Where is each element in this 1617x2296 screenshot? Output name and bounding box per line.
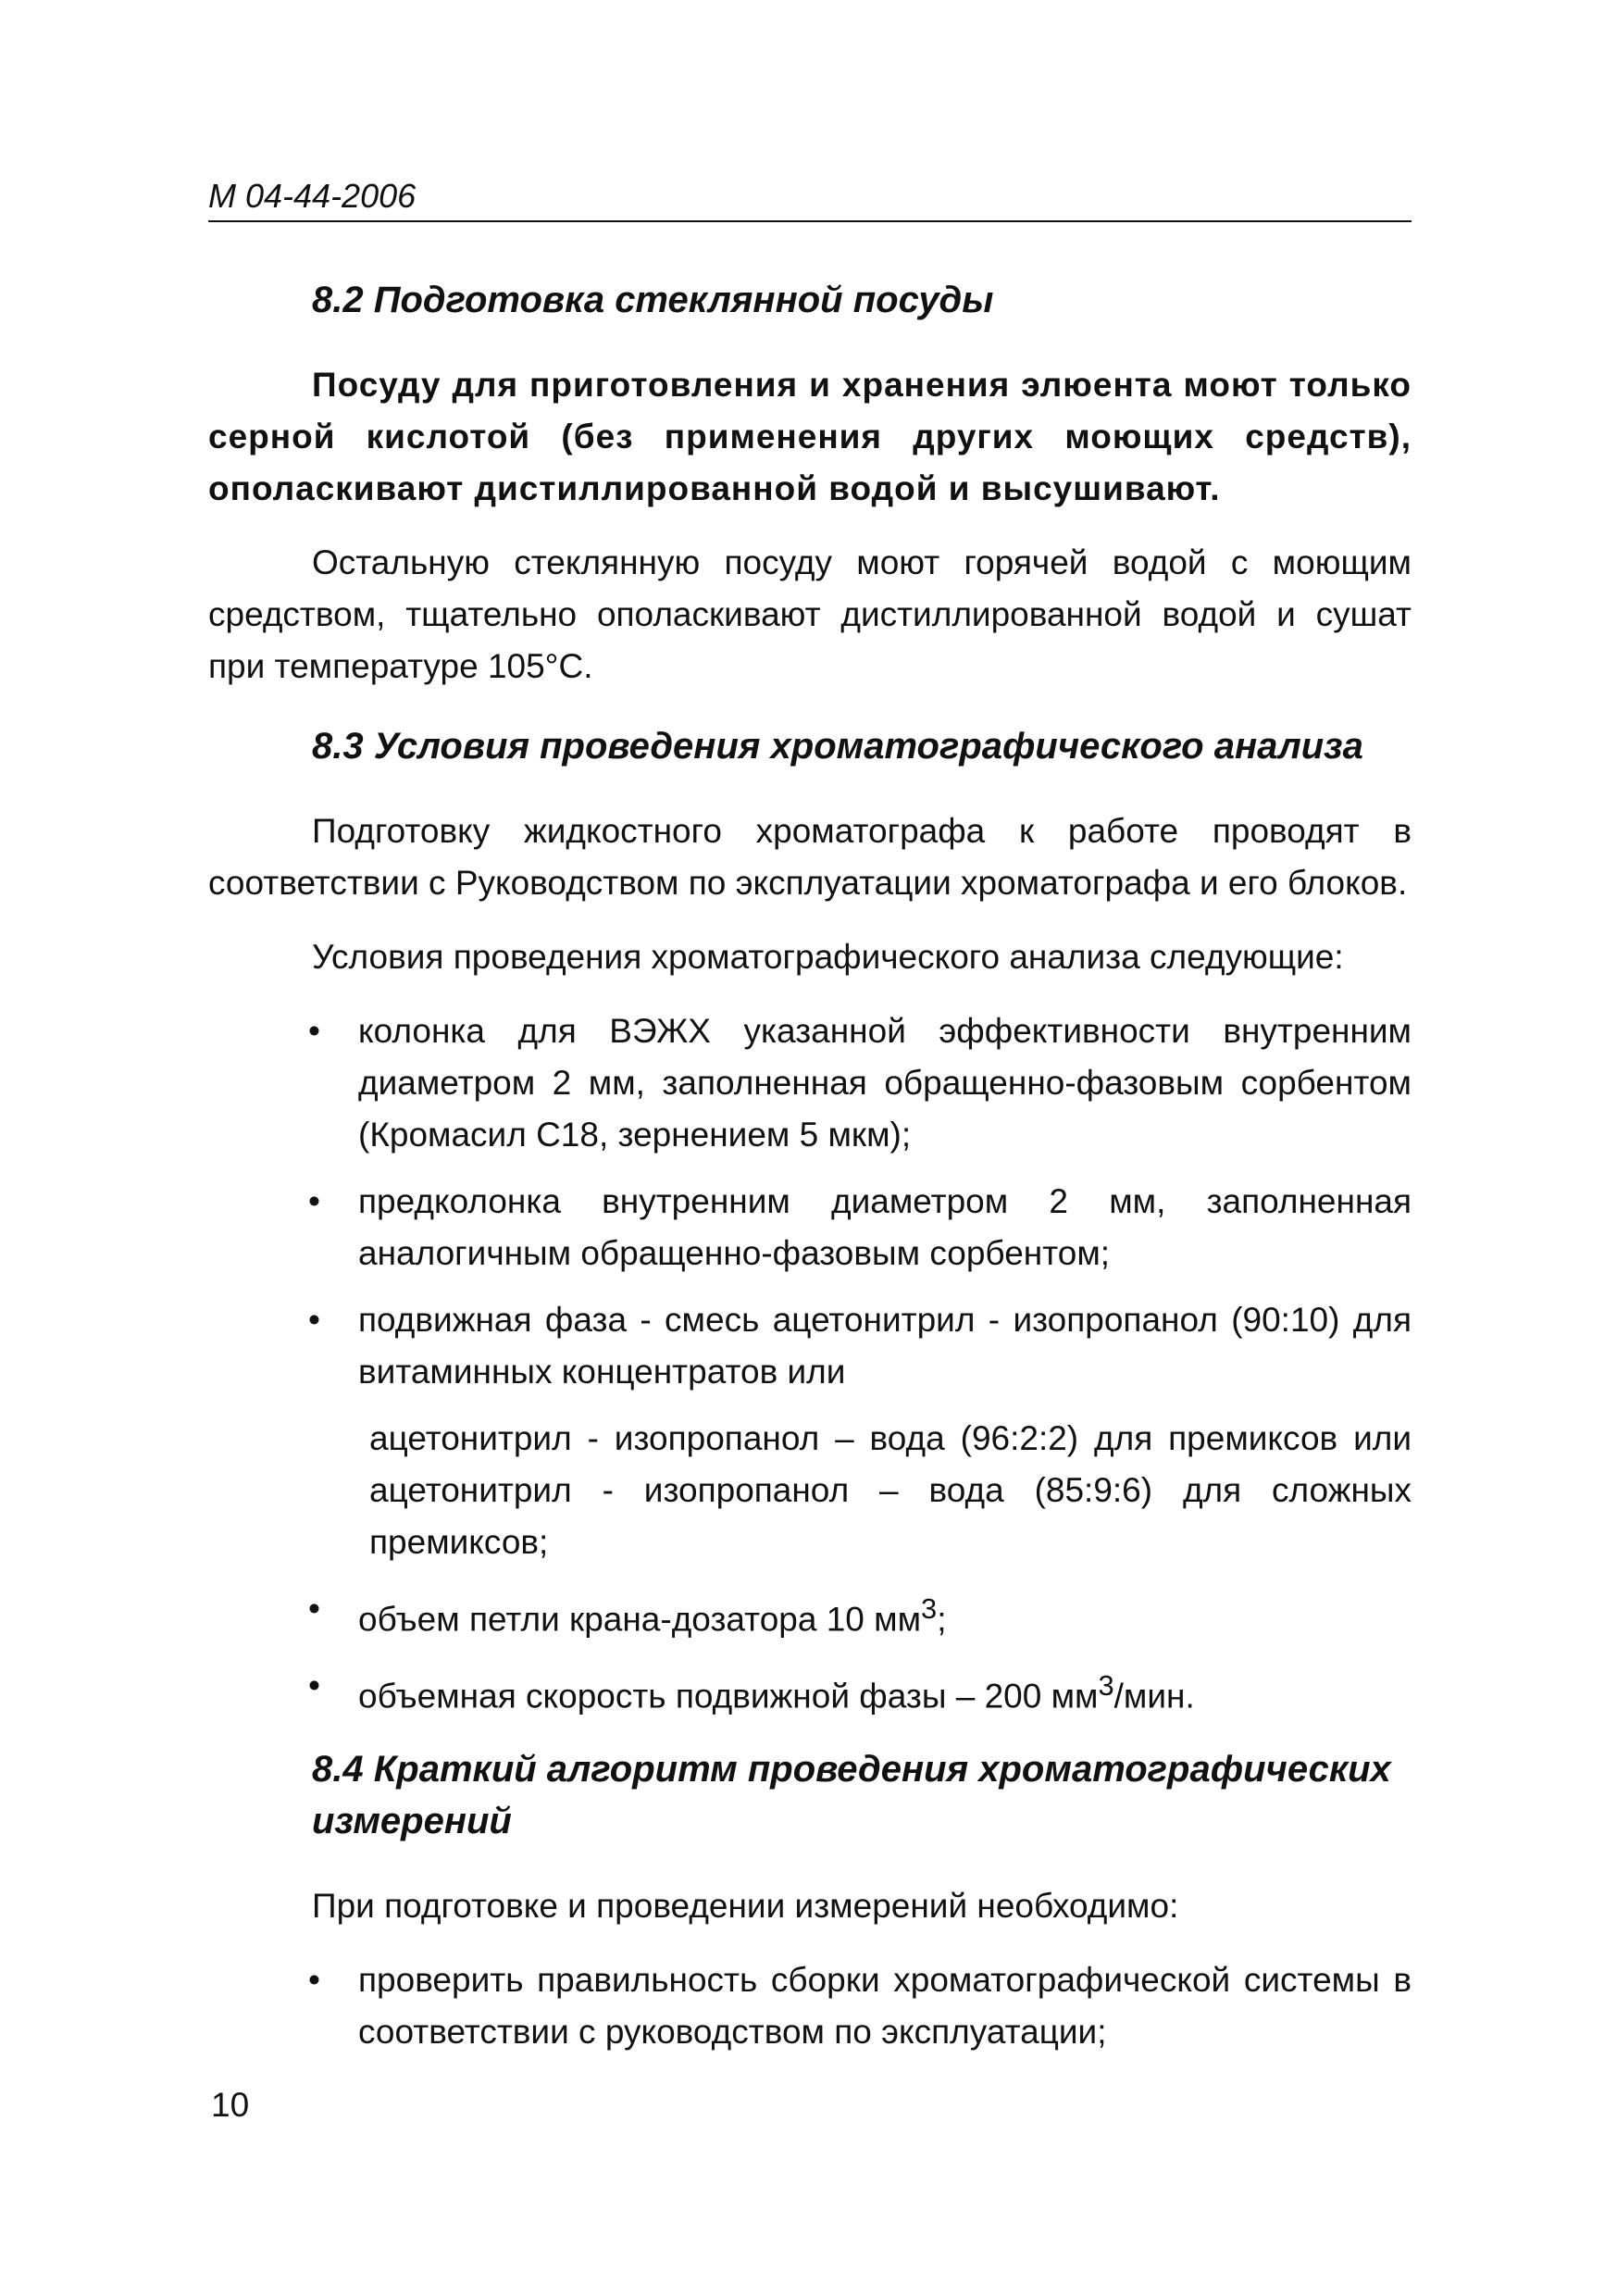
paragraph-measurement-requirements: При подготовке и проведении измерений необходимо:	[312, 1886, 1179, 1925]
list-item-text: колонка для ВЭЖХ указанной эффективности внутренним диаметром 2 мм, заполненная обращенно-фазовым сорбентом (Кромасил С18, зернением 5 мкм);	[358, 1012, 1412, 1154]
list-item	[208, 1176, 1412, 1279]
list-item	[208, 1660, 1412, 1722]
document-code-header: М 04-44-2006	[208, 176, 1412, 222]
list-item-text-end: ;	[937, 1600, 947, 1639]
list-item-text: проверить правильность сборки хроматографической системы в соответствии с руководством по эксплуатации;	[358, 1960, 1412, 2051]
list-item	[208, 1294, 1412, 1568]
list-item-text: объем петли крана-дозатора 10 мм	[358, 1600, 922, 1639]
paragraph-eluent-glassware: Посуду для приготовления и хранения элюента моют только серной кислотой (без применения других моющих средств), ополаскивают дистиллированной водой и высушивают.	[208, 366, 1412, 507]
list-item	[208, 1005, 1412, 1161]
superscript: 3	[921, 1592, 938, 1625]
list-item-continuation: ацетонитрил - изопропанол – вода (96:2:2) для премиксов или ацетонитрил - изопропанол – вода (85:9:6) для сложных премиксов;	[369, 1419, 1412, 1561]
list-item-text: предколонка внутренним диаметром 2 мм, заполненная аналогичным обращенно-фазовым сорбентом;	[358, 1182, 1412, 1272]
list-item	[208, 1954, 1412, 2058]
section-heading-8-2: 8.2 Подготовка стеклянной посуды	[312, 280, 994, 320]
bullet-icon: •	[308, 1182, 320, 1220]
bullet-icon: •	[308, 1012, 320, 1050]
bullet-icon: •	[308, 1666, 320, 1705]
bullet-icon: •	[308, 1301, 320, 1339]
superscript: 3	[1098, 1669, 1114, 1703]
bullet-icon: •	[308, 1590, 320, 1628]
list-item-text: объемная скорость подвижной фазы – 200 мм	[358, 1677, 1099, 1716]
page-number: 10	[211, 2086, 250, 2124]
document-page	[208, 176, 1412, 2073]
analysis-conditions-list	[208, 1005, 1412, 1723]
bullet-icon: •	[308, 1960, 320, 1999]
paragraph-other-glassware: Остальную стеклянную посуду моют горячей водой с моющим средством, тщательно ополаскивают дистиллированной водой и сушат при температуре 105°С.	[208, 543, 1412, 685]
paragraph-analysis-conditions: Условия проведения хроматографического анализа следующие:	[312, 938, 1344, 976]
section-heading-8-4: 8.4 Краткий алгоритм проведения хроматографических измерений	[312, 1748, 1391, 1841]
list-item	[208, 1583, 1412, 1645]
paragraph-chromatograph-preparation: Подготовку жидкостного хроматографа к работе проводят в соответствии с Руководством по эксплуатации хроматографа и его блоков.	[208, 812, 1412, 902]
list-item-text-end: /мин.	[1113, 1677, 1195, 1716]
measurement-steps-list	[208, 1954, 1412, 2058]
section-heading-8-3: 8.3 Условия проведения хроматографического анализа	[312, 726, 1363, 767]
list-item-text: подвижная фаза - смесь ацетонитрил - изопропанол (90:10) для витаминных концентратов или	[358, 1301, 1412, 1391]
